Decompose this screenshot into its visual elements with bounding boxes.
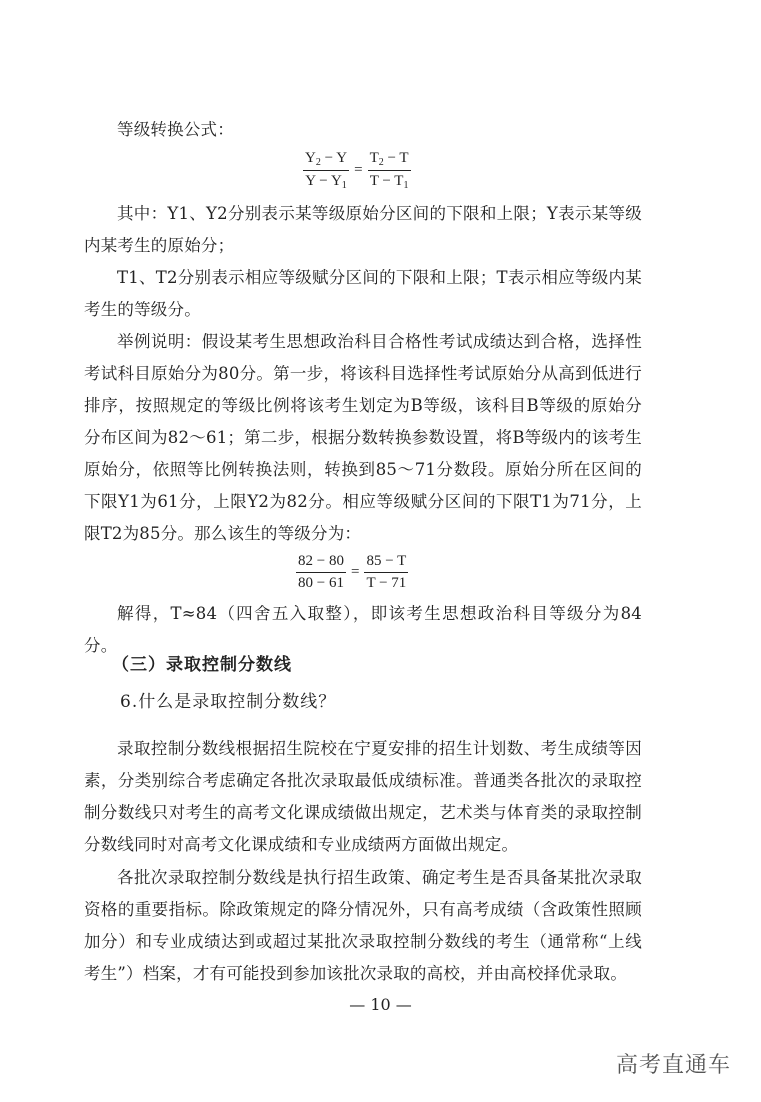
formula-rhs-denominator: $T - T_1$ [369,173,409,191]
example-rhs [364,553,408,592]
example-rhs-numerator: 85 − T [364,553,408,573]
example-formula [296,553,408,592]
section-heading: （三）录取控制分数线 [112,655,292,675]
formula-equals: = [354,162,363,178]
example-lhs-numerator: 82 − 80 [296,553,346,573]
cutoff-paragraph-1: 录取控制分数线根据招生院校在宁夏安排的招生计划数、考生成绩等因素，分类别综合考虑确定各批次录取最低成绩标准。普通类各批次的录取控制分数线只对考生的高考文化课成绩做出规定，艺术类与体育类的录取控制分数线同时对高考文化课成绩和专业成绩两方面做出规定。 [84,739,642,854]
cutoff-paragraph-2: 各批次录取控制分数线是执行招生政策、确定考生是否具备某批次录取资格的重要指标。除政策规定的降分情况外，只有高考成绩（含政策性照顾加分）和专业成绩达到或超过某批次录取控制分数线的考生（通常称“上线考生”）档案，才有可能投到参加该批次录取的高校，并由高校择优录取。 [84,868,642,983]
example-lhs-denominator: 80 − 61 [298,575,344,591]
example-equals: = [350,564,360,580]
watermark-logo: 高考直通车 [615,1053,731,1078]
question-heading: 6.什么是录取控制分数线？ [120,692,337,712]
explanation-y: 其中：Y1、Y2分别表示某等级原始分区间的下限和上限；Y表示某等级内某考生的原始分； [84,204,642,255]
formula-lhs-numerator: $Y_2 - Y$ [303,150,349,171]
page-number: — 10 — [349,995,412,1014]
formula-lhs-denominator: $Y - Y_1$ [305,173,347,191]
example-rhs-denominator: T − 71 [366,575,407,591]
formula-rhs-numerator: $T_2 - T$ [368,150,411,171]
example-paragraph: 举例说明：假设某考生思想政治科目合格性考试成绩达到合格，选择性考试科目原始分为80分。第一步，将该科目选择性考试原始分从高到低进行排序，按照规定的等级比例将该考生划定为B等级，该科目B等级的原始分分布区间为82～61；第二步，根据分数转换参数设置，将B等级内的该考生原始分，依照等比例转换法则，转换到85～71分数段。原始分所在区间的下限Y1为61分，上限Y2为82分。相应等级赋分区间的下限T1为71分，上限T2为85分。那么该生的等级分为： [84,332,642,543]
formula-intro: 等级转换公式： [117,120,234,139]
conversion-formula [303,150,411,191]
example-lhs [296,553,346,592]
explanation-t: T1、T2分别表示相应等级赋分区间的下限和上限；T表示相应等级内某考生的等级分。 [84,268,642,319]
solution-paragraph: 解得，T≈84（四舍五入取整），即该考生思想政治科目等级分为84分。 [84,604,642,655]
formula-rhs [368,150,411,191]
formula-lhs [303,150,349,191]
